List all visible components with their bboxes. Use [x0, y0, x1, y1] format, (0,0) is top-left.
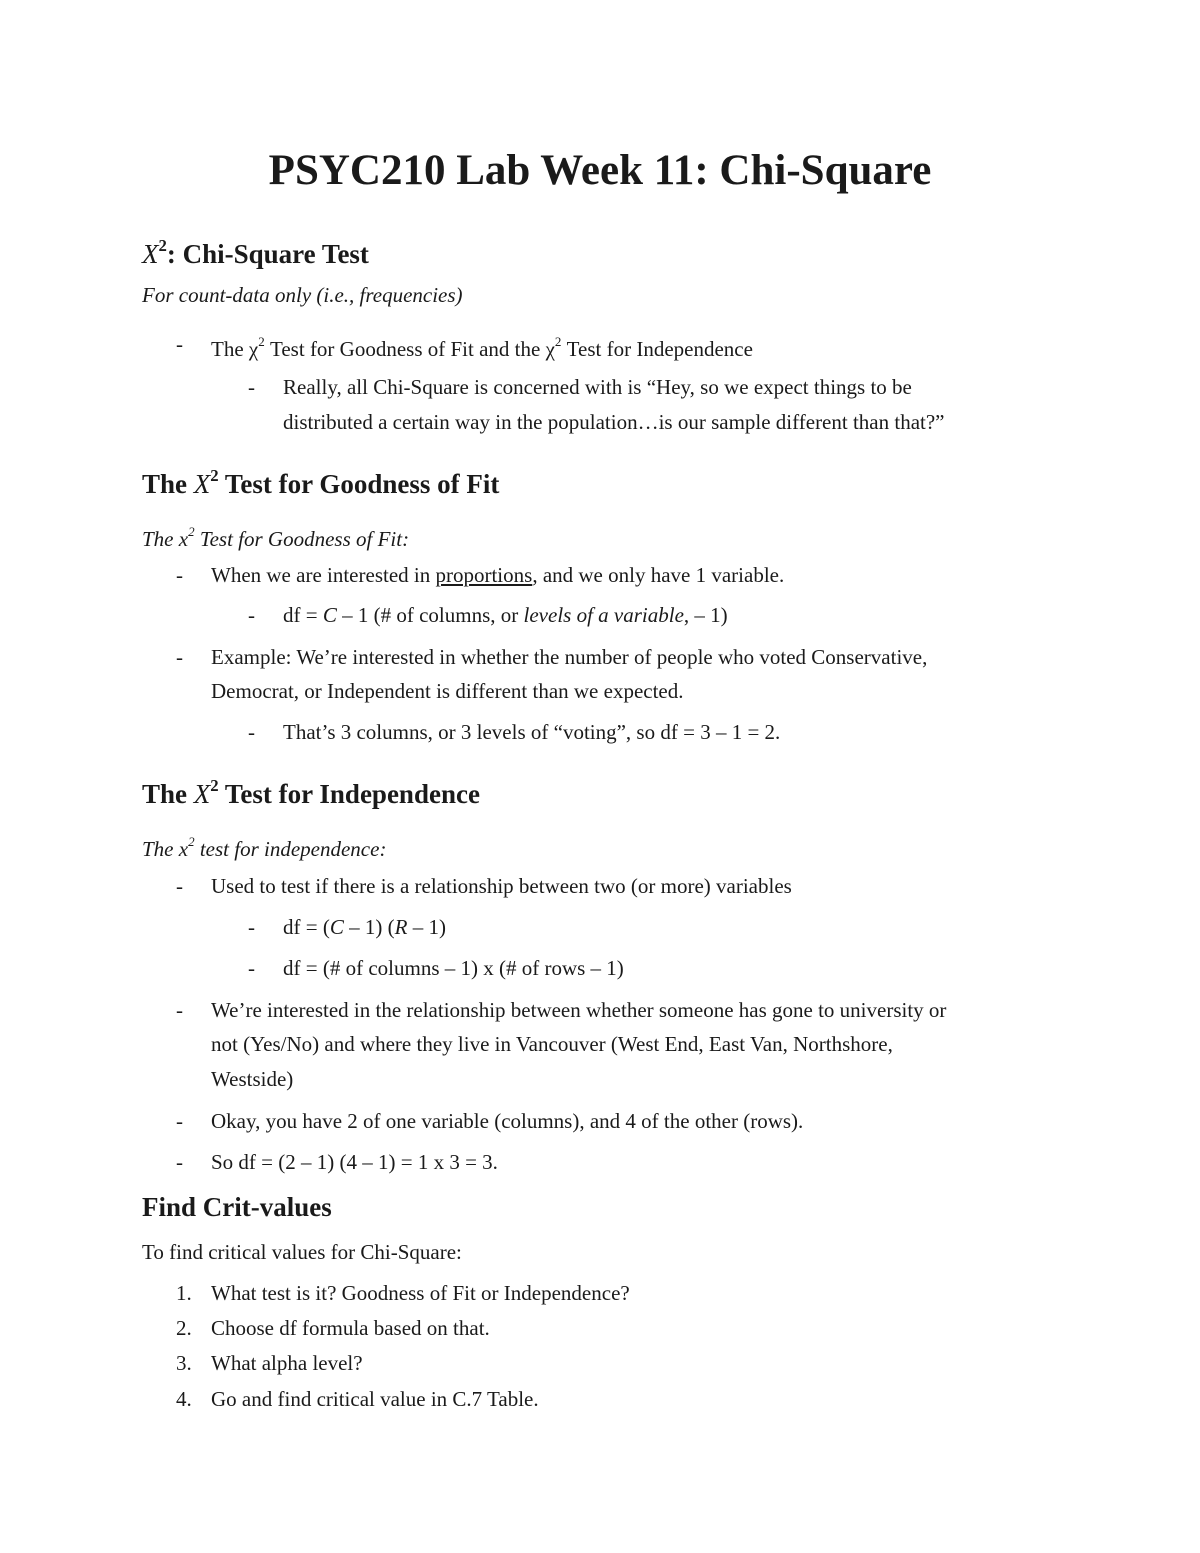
- sub-bullet-line: Really, all Chi-Square is concerned with is “Hey, so we expect things to be: [283, 375, 912, 399]
- bullet-line: not (Yes/No) and where they live in Vancouver (West End, East Van, Northshore,: [211, 1032, 893, 1056]
- formula-part: – 1 (# of columns, or: [336, 603, 524, 627]
- bullet-item: [211, 330, 753, 363]
- bullet-dash: -: [248, 915, 255, 939]
- step-number: 3.: [176, 1351, 192, 1375]
- section-heading-chi-square-test: [142, 230, 369, 272]
- bullet-item: [211, 561, 784, 589]
- intro-part: test for independence:: [194, 837, 387, 861]
- underlined-term: proportions: [435, 563, 533, 587]
- formula-part: – 1) (: [343, 915, 395, 939]
- formula-part: – 1): [407, 915, 446, 939]
- superscript: 2: [210, 776, 219, 795]
- bullet-dash: -: [176, 998, 183, 1022]
- bullet-dash: -: [248, 603, 255, 627]
- step-number: 1.: [176, 1281, 192, 1305]
- heading-text: Test for Independence: [218, 779, 480, 809]
- superscript: 2: [188, 524, 195, 539]
- intro-text: For count-data only (i.e., frequencies): [142, 283, 463, 307]
- intro-text: [142, 520, 409, 553]
- sub-bullet-line: df = (# of columns – 1) x (# of rows – 1): [283, 956, 624, 980]
- superscript: 2: [158, 236, 167, 255]
- bullet-dash: -: [248, 956, 255, 980]
- step-text: What test is it? Goodness of Fit or Independence?: [211, 1281, 630, 1305]
- bullet-line: So df = (2 – 1) (4 – 1) = 1 x 3 = 3.: [211, 1150, 498, 1174]
- italic-phrase: levels of a variable: [523, 603, 684, 627]
- bullet-text: When we are interested in: [211, 563, 436, 587]
- bullet-text: , and we only have 1 variable.: [532, 563, 785, 587]
- sub-bullet-line: distributed a certain way in the population…is our sample different than that?”: [283, 410, 945, 434]
- bullet-line: Used to test if there is a relationship between two (or more) variables: [211, 874, 792, 898]
- superscript: 2: [188, 834, 195, 849]
- bullet-dash: -: [176, 874, 183, 898]
- heading-text: Test for Goodness of Fit: [218, 469, 500, 499]
- page-title: PSYC210 Lab Week 11: Chi-Square: [268, 147, 932, 194]
- bullet-dash: -: [176, 645, 183, 669]
- formula-var: C: [322, 603, 337, 627]
- section-heading-goodness-of-fit: [142, 460, 499, 502]
- intro-part: Test for Goodness of Fit:: [194, 527, 410, 551]
- step-text: Choose df formula based on that.: [211, 1316, 490, 1340]
- heading-text: The: [142, 469, 194, 499]
- chi-symbol: X: [193, 779, 211, 809]
- formula-part: df =: [283, 603, 323, 627]
- formula-part: , – 1): [683, 603, 728, 627]
- superscript: 2: [210, 466, 219, 485]
- bullet-dash: -: [248, 375, 255, 399]
- heading-text: The: [142, 779, 194, 809]
- bullet-dash: -: [248, 720, 255, 744]
- bullet-dash: -: [176, 1150, 183, 1174]
- formula-var: C: [329, 915, 344, 939]
- step-text: What alpha level?: [211, 1351, 363, 1375]
- intro-text: To find critical values for Chi-Square:: [142, 1240, 462, 1264]
- sub-bullet-line: [283, 913, 446, 941]
- chi-symbol: X: [142, 239, 159, 269]
- chi-symbol: X: [193, 469, 211, 499]
- section-heading-find-crit-values: Find Crit-values: [142, 1192, 332, 1222]
- heading-text: : Chi-Square Test: [166, 239, 369, 269]
- step-number: 2.: [176, 1316, 192, 1340]
- superscript: 2: [258, 334, 265, 349]
- bullet-line: Example: We’re interested in whether the number of people who voted Conservative,: [211, 645, 928, 669]
- sub-bullet-line: [283, 601, 728, 629]
- bullet-text: Test for Independence: [561, 337, 753, 361]
- bullet-line: Westside): [211, 1067, 294, 1091]
- bullet-line: Okay, you have 2 of one variable (columns), and 4 of the other (rows).: [211, 1109, 804, 1133]
- intro-part: The x: [142, 527, 189, 551]
- intro-text: [142, 830, 386, 863]
- intro-part: The x: [142, 837, 189, 861]
- bullet-dash: -: [176, 563, 183, 587]
- formula-var: R: [394, 915, 408, 939]
- sub-bullet-line: That’s 3 columns, or 3 levels of “voting”, so df = 3 – 1 = 2.: [283, 720, 781, 744]
- formula-part: df = (: [283, 915, 330, 939]
- bullet-dash: -: [176, 1109, 183, 1133]
- bullet-text: The χ: [211, 337, 259, 361]
- bullet-line: We’re interested in the relationship between whether someone has gone to university or: [211, 998, 947, 1022]
- bullet-line: Democrat, or Independent is different than we expected.: [211, 679, 684, 703]
- bullet-dash: -: [176, 332, 183, 356]
- step-text: Go and find critical value in C.7 Table.: [211, 1387, 539, 1411]
- bullet-text: Test for Goodness of Fit and the χ: [264, 337, 555, 361]
- superscript: 2: [554, 334, 562, 349]
- step-number: 4.: [176, 1387, 192, 1411]
- section-heading-independence: [142, 770, 480, 812]
